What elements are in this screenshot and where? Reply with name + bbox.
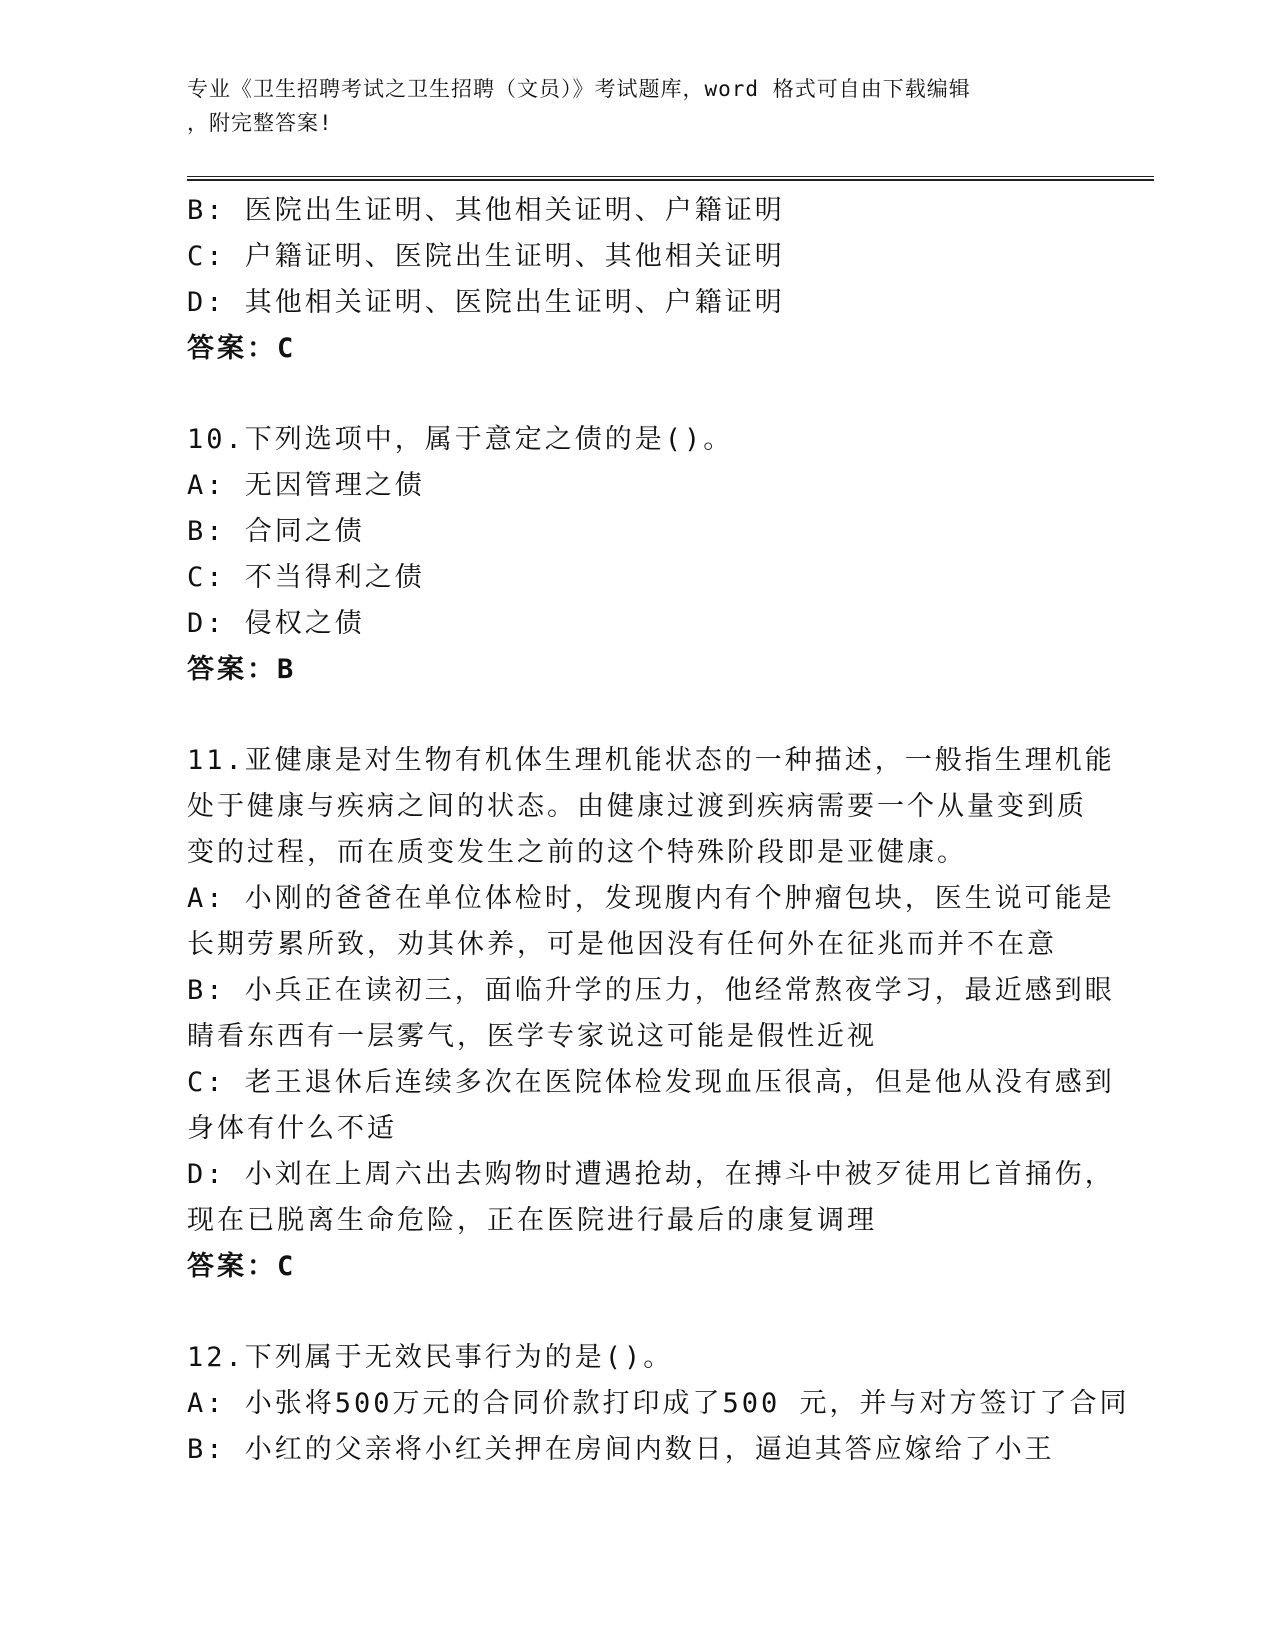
question-9-block — [187, 188, 1087, 372]
answer-line: 答案：C — [187, 333, 297, 364]
option-a-line-1: A: 小刚的爸爸在单位体检时，发现腹内有个肿瘤包块，医生说可能是 — [187, 883, 1115, 914]
option-d: D: 侵权之债 — [187, 608, 365, 639]
option-b: B: 医院出生证明、其他相关证明、户籍证明 — [187, 195, 785, 226]
option-c-line-1: C: 老王退休后连续多次在医院体检发现血压很高，但是他从没有感到 — [187, 1067, 1115, 1098]
question-11-block — [187, 738, 1115, 1290]
header-line-1: 专业《卫生招聘考试之卫生招聘（文员）》考试题库，word 格式可自由下载编辑 — [187, 77, 971, 101]
option-d: D: 其他相关证明、医院出生证明、户籍证明 — [187, 287, 785, 318]
option-c: C: 户籍证明、医院出生证明、其他相关证明 — [187, 241, 785, 272]
page-header — [187, 72, 1067, 140]
option-b: B: 合同之债 — [187, 516, 365, 547]
option-d-line-2: 现在已脱离生命危险，正在医院进行最后的康复调理 — [187, 1205, 877, 1236]
option-a-line-2: 长期劳累所致，劝其休养，可是他因没有任何外在征兆而并不在意 — [187, 929, 1057, 960]
question-text-line-1: 11.亚健康是对生物有机体生理机能状态的一种描述，一般指生理机能 — [187, 745, 1115, 776]
answer-line: 答案：C — [187, 1251, 297, 1282]
document-body — [187, 188, 1130, 1473]
question-text: 12.下列属于无效民事行为的是()。 — [187, 1342, 674, 1373]
option-c-line-2: 身体有什么不适 — [187, 1113, 397, 1144]
option-a: A: 小张将500万元的合同价款打印成了500 元，并与对方签订了合同 — [187, 1388, 1130, 1419]
option-c: C: 不当得利之债 — [187, 562, 425, 593]
option-b-line-1: B: 小兵正在读初三，面临升学的压力，他经常熬夜学习，最近感到眼 — [187, 975, 1115, 1006]
question-12-block — [187, 1335, 1130, 1473]
option-a: A: 无因管理之债 — [187, 470, 425, 501]
header-divider — [187, 176, 1154, 181]
question-10-block — [187, 417, 1087, 693]
option-d-line-1: D: 小刘在上周六出去购物时遭遇抢劫，在搏斗中被歹徒用匕首捅伤， — [187, 1159, 1115, 1190]
answer-line: 答案：B — [187, 654, 297, 685]
option-b: B: 小红的父亲将小红关押在房间内数日，逼迫其答应嫁给了小王 — [187, 1434, 1055, 1465]
header-line-2: ，附完整答案! — [187, 111, 333, 135]
question-text: 10.下列选项中，属于意定之债的是()。 — [187, 424, 734, 455]
question-text-line-2: 处于健康与疾病之间的状态。由健康过渡到疾病需要一个从量变到质 — [187, 791, 1087, 822]
option-b-line-2: 睛看东西有一层雾气，医学专家说这可能是假性近视 — [187, 1021, 877, 1052]
question-text-line-3: 变的过程，而在质变发生之前的这个特殊阶段即是亚健康。 — [187, 837, 967, 868]
